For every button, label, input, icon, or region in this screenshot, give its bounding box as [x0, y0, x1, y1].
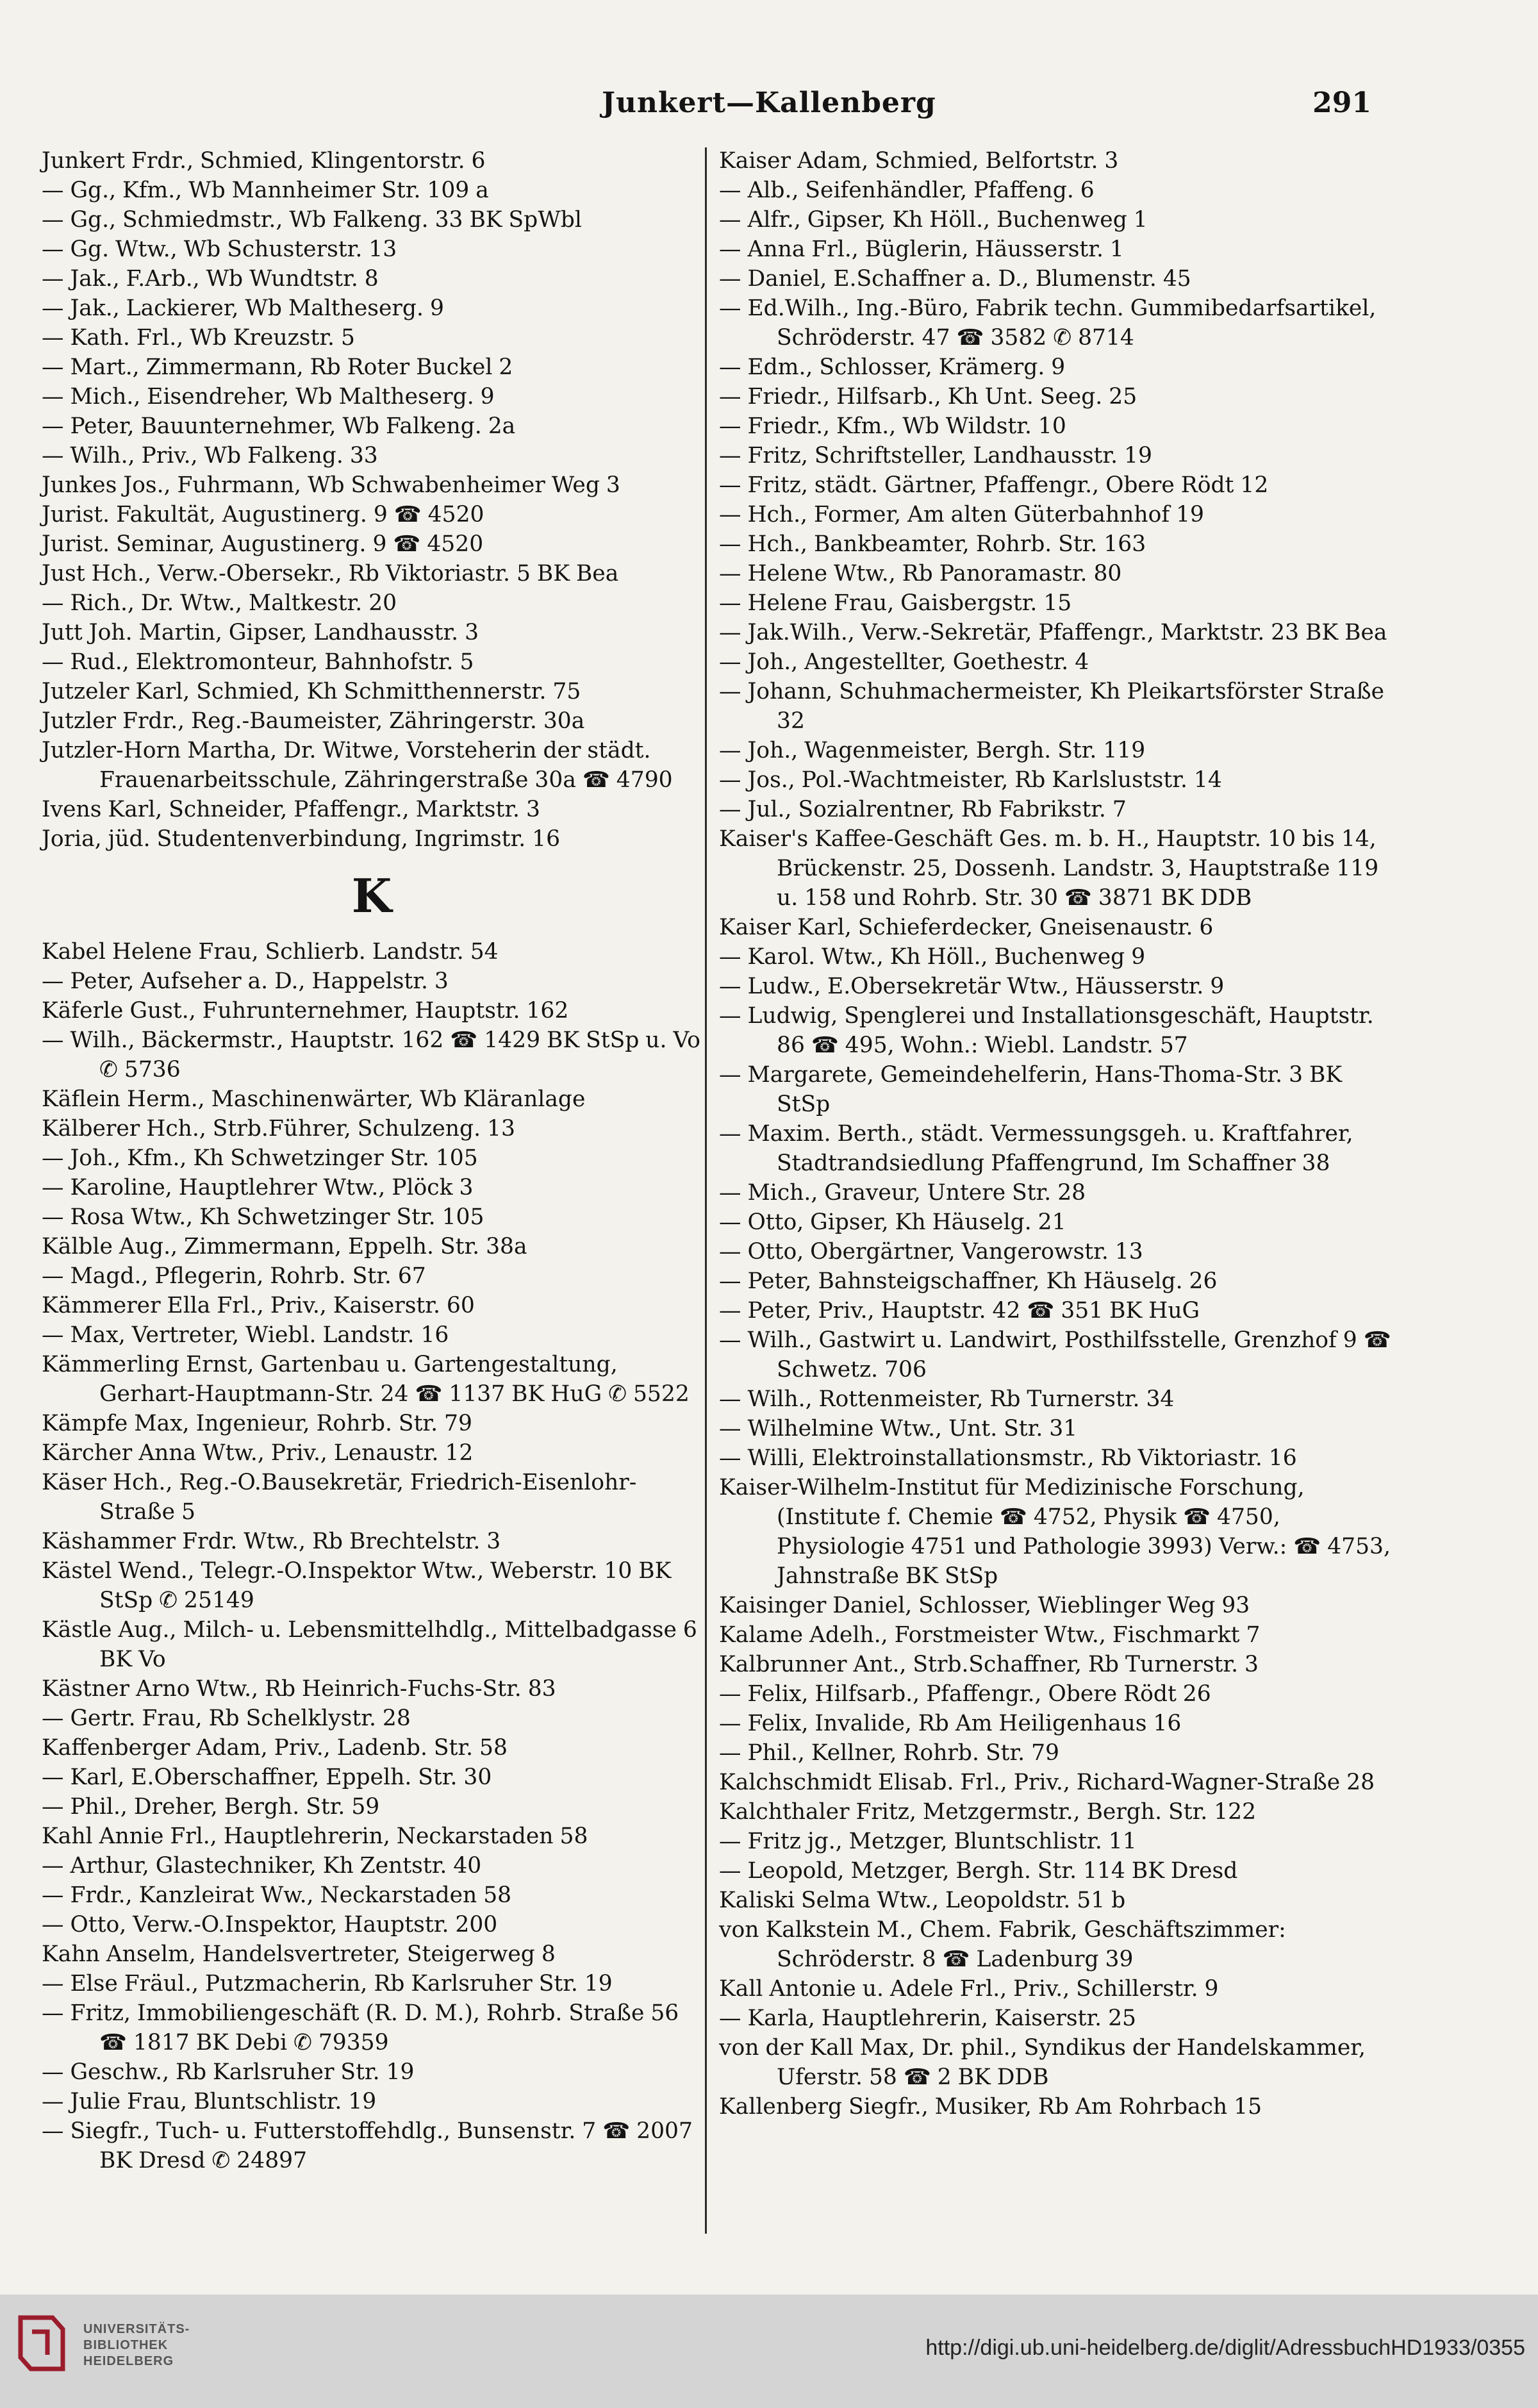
directory-entry: Käflein Herm., Maschinenwärter, Wb Kläranlage — [42, 1086, 586, 1112]
directory-entry: — Friedr., Kfm., Wb Wildstr. 10 — [719, 413, 1066, 439]
directory-entry: — Mart., Zimmermann, Rb Roter Buckel 2 — [42, 354, 513, 380]
directory-entry: Kästle Aug., Milch- u. Lebensmittelhdlg., Mittelbadgasse 6 BK Vo — [42, 1617, 697, 1672]
directory-entry: Kälberer Hch., Strb.Führer, Schulzeng. 13 — [42, 1116, 515, 1142]
directory-entry: — Peter, Priv., Hauptstr. 42 ☎ 351 BK HuG — [719, 1298, 1200, 1324]
directory-entry: — Siegfr., Tuch- u. Futterstoffehdlg., Bunsenstr. 7 ☎ 2007 BK Dresd ✆ 24897 — [42, 2118, 693, 2173]
right-entries — [719, 146, 1398, 2122]
page-number: 291 — [1312, 87, 1371, 119]
library-name-line-3: HEIDELBERG — [83, 2354, 174, 2368]
directory-entry: — Jak., Lackierer, Wb Maltheserg. 9 — [42, 295, 444, 321]
directory-entry: Kalchschmidt Elisab. Frl., Priv., Richard-Wagner-Straße 28 — [719, 1770, 1375, 1795]
directory-entry: — Daniel, E.Schaffner a. D., Blumenstr. 45 — [719, 266, 1191, 292]
directory-entry: — Fritz, Schriftsteller, Landhausstr. 19 — [719, 443, 1152, 469]
left-entries-after — [42, 937, 702, 2175]
directory-entry: — Karla, Hauptlehrerin, Kaiserstr. 25 — [719, 2005, 1137, 2031]
university-library-logo-icon — [14, 2313, 69, 2374]
directory-entry: Just Hch., Verw.-Obersekr., Rb Viktoriastr. 5 BK Bea — [42, 561, 619, 586]
directory-entry: Kalbrunner Ant., Strb.Schaffner, Rb Turnerstr. 3 — [719, 1652, 1259, 1677]
directory-entry: Kabel Helene Frau, Schlierb. Landstr. 54 — [42, 939, 499, 965]
running-head: Junkert—Kallenberg — [602, 87, 936, 119]
directory-entry: — Joh., Angestellter, Goethestr. 4 — [719, 649, 1089, 675]
directory-entry: — Geschw., Rb Karlsruher Str. 19 — [42, 2059, 415, 2085]
directory-entry: Kalame Adelh., Forstmeister Wtw., Fischmarkt 7 — [719, 1622, 1261, 1648]
directory-entry: — Kath. Frl., Wb Kreuzstr. 5 — [42, 325, 355, 351]
directory-entry: von der Kall Max, Dr. phil., Syndikus der Handelskammer, Uferstr. 58 ☎ 2 BK DDB — [719, 2035, 1366, 2090]
directory-entry: — Alb., Seifenhändler, Pfaffeng. 6 — [719, 178, 1095, 203]
directory-entry: — Wilhelmine Wtw., Unt. Str. 31 — [719, 1416, 1078, 1441]
directory-entry: — Margarete, Gemeindehelferin, Hans-Thoma-Str. 3 BK StSp — [719, 1062, 1343, 1117]
directory-entry: — Phil., Kellner, Rohrb. Str. 79 — [719, 1740, 1059, 1766]
directory-entry: — Gg. Wtw., Wb Schusterstr. 13 — [42, 237, 397, 262]
directory-entry: — Willi, Elektroinstallationsmstr., Rb Viktoriastr. 16 — [719, 1445, 1297, 1471]
directory-entry: — Maxim. Berth., städt. Vermessungsgeh. u. Kraftfahrer, Stadtrandsiedlung Pfaffengrund, Im Schaffner 38 — [719, 1121, 1353, 1176]
directory-entry: — Otto, Gipser, Kh Häuselg. 21 — [719, 1209, 1066, 1235]
directory-entry: Kallenberg Siegfr., Musiker, Rb Am Rohrbach 15 — [719, 2094, 1262, 2120]
directory-entry: Kaiser-Wilhelm-Institut für Medizinische Forschung, (Institute f. Chemie ☎ 4752, Physik ☎ 4750, Physiologie 4751 und Pathologie 3993) Verw.: ☎ 4753, Jahnstraße BK StSp — [719, 1475, 1391, 1589]
directory-entry: — Jak., F.Arb., Wb Wundtstr. 8 — [42, 266, 379, 292]
directory-entry: — Alfr., Gipser, Kh Höll., Buchenweg 1 — [719, 207, 1148, 233]
directory-entry: Kaisinger Daniel, Schlosser, Wieblinger Weg 93 — [719, 1593, 1250, 1618]
directory-entry: — Karol. Wtw., Kh Höll., Buchenweg 9 — [719, 944, 1146, 970]
directory-entry: — Rich., Dr. Wtw., Maltkestr. 20 — [42, 590, 397, 616]
directory-entry: — Anna Frl., Büglerin, Häusserstr. 1 — [719, 237, 1124, 262]
directory-entry: — Hch., Bankbeamter, Rohrb. Str. 163 — [719, 531, 1146, 557]
directory-entry: — Wilh., Priv., Wb Falkeng. 33 — [42, 443, 378, 469]
directory-entry: Jutt Joh. Martin, Gipser, Landhausstr. 3 — [42, 620, 479, 645]
directory-entry: Kämpfe Max, Ingenieur, Rohrb. Str. 79 — [42, 1411, 472, 1436]
page-header — [0, 87, 1538, 131]
directory-entry: Kalchthaler Fritz, Metzgermstr., Bergh. Str. 122 — [719, 1799, 1257, 1825]
directory-entry: Kästner Arno Wtw., Rb Heinrich-Fuchs-Str. 83 — [42, 1676, 556, 1702]
library-name-line-2: BIBLIOTHEK — [83, 2338, 169, 2352]
left-entries-before — [42, 146, 702, 854]
directory-entry: — Fritz jg., Metzger, Bluntschlistr. 11 — [719, 1829, 1137, 1854]
directory-entry: Jutzeler Karl, Schmied, Kh Schmitthennerstr. 75 — [42, 679, 581, 704]
directory-entry: — Ed.Wilh., Ing.-Büro, Fabrik techn. Gummibedarfsartikel, Schröderstr. 47 ☎ 3582 ✆ 8714 — [719, 295, 1377, 351]
directory-entry: Käser Hch., Reg.-O.Bausekretär, Friedrich-Eisenlohr-Straße 5 — [42, 1470, 637, 1525]
section-letter: K — [351, 868, 392, 923]
directory-entry: Kärcher Anna Wtw., Priv., Lenaustr. 12 — [42, 1440, 474, 1466]
left-column — [42, 146, 702, 2175]
directory-entry: — Jul., Sozialrentner, Rb Fabrikstr. 7 — [719, 797, 1127, 822]
directory-entry: Jurist. Seminar, Augustinerg. 9 ☎ 4520 — [42, 531, 484, 557]
directory-entry: — Phil., Dreher, Bergh. Str. 59 — [42, 1794, 380, 1820]
directory-entry: — Julie Frau, Bluntschlistr. 19 — [42, 2089, 377, 2114]
directory-entry: — Ludwig, Spenglerei und Installationsgeschäft, Hauptstr. 86 ☎ 495, Wohn.: Wiebl. Landstr. 57 — [719, 1003, 1374, 1058]
directory-entry: — Helene Wtw., Rb Panoramastr. 80 — [719, 561, 1122, 586]
directory-entry: — Rud., Elektromonteur, Bahnhofstr. 5 — [42, 649, 474, 675]
directory-entry: — Mich., Graveur, Untere Str. 28 — [719, 1180, 1086, 1206]
directory-entry: — Fritz, Immobiliengeschäft (R. D. M.), Rohrb. Straße 56 ☎ 1817 BK Debi ✆ 79359 — [42, 2000, 679, 2055]
directory-entry: — Joh., Kfm., Kh Schwetzinger Str. 105 — [42, 1145, 478, 1171]
directory-entry: Joria, jüd. Studentenverbindung, Ingrimstr. 16 — [42, 826, 561, 852]
directory-entry: — Leopold, Metzger, Bergh. Str. 114 BK Dresd — [719, 1858, 1238, 1884]
directory-entry: — Else Fräul., Putzmacherin, Rb Karlsruher Str. 19 — [42, 1971, 613, 1997]
directory-entry: Kästel Wend., Telegr.-O.Inspektor Wtw., Weberstr. 10 BK StSp ✆ 25149 — [42, 1558, 672, 1613]
directory-entry: — Peter, Aufseher a. D., Happelstr. 3 — [42, 968, 449, 994]
directory-entry: Jutzler-Horn Martha, Dr. Witwe, Vorsteherin der städt. Frauenarbeitsschule, Zähringerstraße 30a ☎ 4790 — [42, 738, 673, 793]
directory-entry: — Karoline, Hauptlehrer Wtw., Plöck 3 — [42, 1175, 474, 1200]
directory-entry: — Arthur, Glastechniker, Kh Zentstr. 40 — [42, 1853, 482, 1879]
directory-entry: — Magd., Pflegerin, Rohrb. Str. 67 — [42, 1263, 426, 1289]
directory-entry: — Hch., Former, Am alten Güterbahnhof 19 — [719, 502, 1205, 527]
directory-entry: Kaliski Selma Wtw., Leopoldstr. 51 b — [719, 1888, 1126, 1913]
directory-entry: — Felix, Hilfsarb., Pfaffengr., Obere Rödt 26 — [719, 1681, 1211, 1707]
directory-entry: Junkes Jos., Fuhrmann, Wb Schwabenheimer Weg 3 — [42, 472, 620, 498]
source-url-link[interactable]: http://digi.ub.uni-heidelberg.de/diglit/AdressbuchHD1933/0355 — [925, 2336, 1525, 2360]
directory-entry: — Jak.Wilh., Verw.-Sekretär, Pfaffengr., Marktstr. 23 BK Bea — [719, 620, 1387, 645]
directory-entry: — Otto, Obergärtner, Vangerowstr. 13 — [719, 1239, 1143, 1265]
directory-entry: Kahn Anselm, Handelsvertreter, Steigerweg 8 — [42, 1941, 556, 1967]
directory-entry: — Gg., Kfm., Wb Mannheimer Str. 109 a — [42, 178, 489, 203]
directory-entry: Jutzler Frdr., Reg.-Baumeister, Zähringerstr. 30a — [42, 708, 585, 734]
directory-entry: — Jos., Pol.-Wachtmeister, Rb Karlsluststr. 14 — [719, 767, 1222, 793]
directory-entry: Kälble Aug., Zimmermann, Eppelh. Str. 38a — [42, 1234, 527, 1259]
directory-entry: — Wilh., Rottenmeister, Rb Turnerstr. 34 — [719, 1386, 1175, 1412]
directory-entry: Kaffenberger Adam, Priv., Ladenb. Str. 58 — [42, 1735, 508, 1761]
directory-entry: — Edm., Schlosser, Krämerg. 9 — [719, 354, 1066, 380]
directory-entry: — Otto, Verw.-O.Inspektor, Hauptstr. 200 — [42, 1912, 498, 1938]
directory-entry: — Joh., Wagenmeister, Bergh. Str. 119 — [719, 738, 1146, 763]
footer-bar — [0, 2295, 1538, 2408]
directory-entry: — Karl, E.Oberschaffner, Eppelh. Str. 30 — [42, 1764, 492, 1790]
directory-entry: — Mich., Eisendreher, Wb Maltheserg. 9 — [42, 384, 495, 410]
directory-entry: — Peter, Bauunternehmer, Wb Falkeng. 2a — [42, 413, 516, 439]
directory-entry: Ivens Karl, Schneider, Pfaffengr., Marktstr. 3 — [42, 797, 540, 822]
directory-entry: Käferle Gust., Fuhrunternehmer, Hauptstr. 162 — [42, 998, 569, 1024]
directory-entry: Käshammer Frdr. Wtw., Rb Brechtelstr. 3 — [42, 1529, 501, 1554]
directory-entry: — Max, Vertreter, Wiebl. Landstr. 16 — [42, 1322, 449, 1348]
directory-entry: — Wilh., Bäckermstr., Hauptstr. 162 ☎ 1429 BK StSp u. Vo ✆ 5736 — [42, 1027, 700, 1083]
directory-entry: — Peter, Bahnsteigschaffner, Kh Häuselg. 26 — [719, 1268, 1218, 1294]
directory-entry: Kaiser Adam, Schmied, Belfortstr. 3 — [719, 148, 1119, 174]
directory-entry: — Ludw., E.Obersekretär Wtw., Häusserstr. 9 — [719, 974, 1225, 999]
directory-entry: — Fritz, städt. Gärtner, Pfaffengr., Obere Rödt 12 — [719, 472, 1269, 498]
directory-entry: — Felix, Invalide, Rb Am Heiligenhaus 16 — [719, 1711, 1182, 1736]
directory-entry: — Helene Frau, Gaisbergstr. 15 — [719, 590, 1072, 616]
directory-entry: von Kalkstein M., Chem. Fabrik, Geschäftszimmer: Schröderstr. 8 ☎ Ladenburg 39 — [719, 1917, 1286, 1972]
directory-entry: — Gertr. Frau, Rb Schelklystr. 28 — [42, 1706, 411, 1731]
directory-entry: Jurist. Fakultät, Augustinerg. 9 ☎ 4520 — [42, 502, 484, 527]
directory-entry: — Friedr., Hilfsarb., Kh Unt. Seeg. 25 — [719, 384, 1137, 410]
column-divider — [705, 147, 707, 2234]
directory-entry: — Johann, Schuhmachermeister, Kh Pleikartsförster Straße 32 — [719, 679, 1385, 734]
directory-entry: — Rosa Wtw., Kh Schwetzinger Str. 105 — [42, 1204, 484, 1230]
directory-entry: Kahl Annie Frl., Hauptlehrerin, Neckarstaden 58 — [42, 1823, 588, 1849]
directory-entry: — Gg., Schmiedmstr., Wb Falkeng. 33 BK SpWbl — [42, 207, 582, 233]
directory-entry: — Wilh., Gastwirt u. Landwirt, Posthilfsstelle, Grenzhof 9 ☎ Schwetz. 706 — [719, 1327, 1391, 1383]
directory-entry: Kaiser Karl, Schieferdecker, Gneisenaustr. 6 — [719, 915, 1214, 940]
directory-entry: Kämmerer Ella Frl., Priv., Kaiserstr. 60 — [42, 1293, 475, 1318]
right-column — [719, 146, 1398, 2122]
library-name — [83, 2321, 190, 2370]
directory-entry: Kall Antonie u. Adele Frl., Priv., Schillerstr. 9 — [719, 1976, 1219, 2002]
directory-entry: Junkert Frdr., Schmied, Klingentorstr. 6 — [42, 148, 486, 174]
directory-entry: Kaiser's Kaffee-Geschäft Ges. m. b. H., Hauptstr. 10 bis 14, Brückenstr. 25, Dossenh. Landstr. 3, Hauptstraße 119 u. 158 und Rohrb. Str. 30 ☎ 3871 BK DDB — [719, 826, 1379, 911]
directory-entry: — Frdr., Kanzleirat Ww., Neckarstaden 58 — [42, 1882, 512, 1908]
directory-entry: Kämmerling Ernst, Gartenbau u. Gartengestaltung, Gerhart-Hauptmann-Str. 24 ☎ 1137 BK HuG ✆ 5522 — [42, 1352, 690, 1407]
library-name-line-1: UNIVERSITÄTS- — [83, 2322, 190, 2336]
